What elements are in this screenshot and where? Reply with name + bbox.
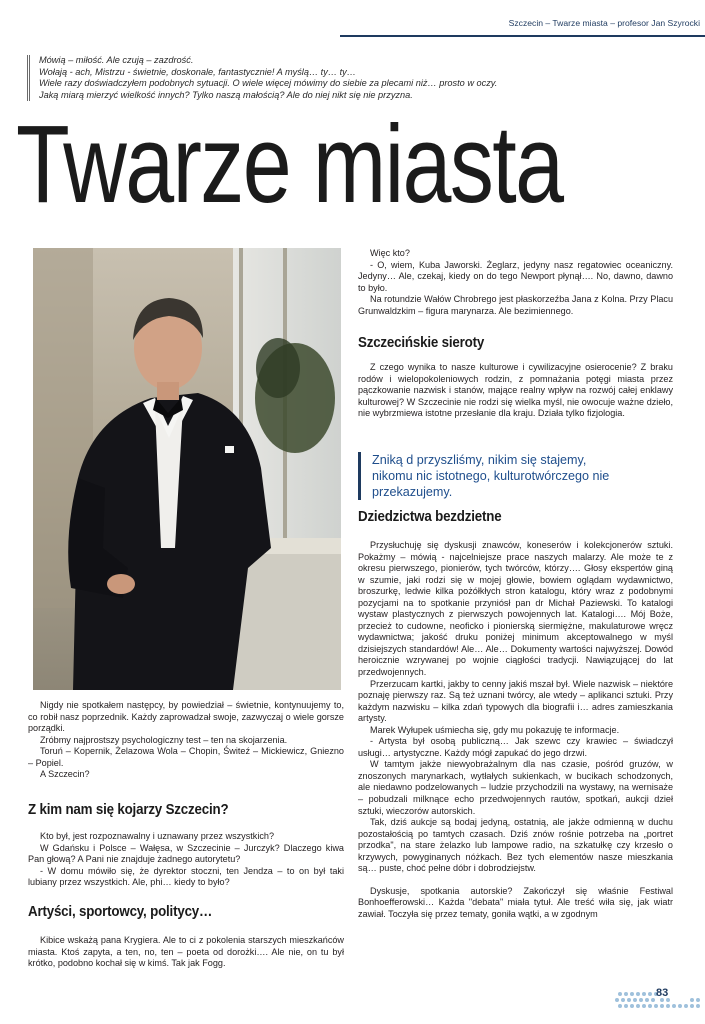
right-column-section3 (358, 362, 673, 420)
section-heading: Szczecińskie sieroty (358, 335, 485, 351)
section-heading: Dziedzictwa bezdzietne (358, 509, 502, 525)
paragraph: Toruń – Kopernik, Żelazowa Wola – Chopin, Świteź – Mickiewicz, Gniezno – Popiel. (28, 746, 344, 768)
paragraph: Dyskusje, spotkania autorskie? Zakończył się właśnie Festiwal Bonhoefferowski… Każda "debata" miała tytuł. Ale treść wiła się, jak wiatr zawiał. Toczyła się przez tematy, goniła wątki, a w zgodnym (358, 885, 673, 919)
pull-quote (358, 452, 673, 500)
paragraph: - O, wiem, Kuba Jaworski. Żeglarz, jedyny nasz regatowiec oceaniczny. Jedyny… Ale, czekaj, kiedy on do tego Newport płynął…. No, dawno, dawno to było. (358, 259, 673, 293)
pull-quote-line: przekazujemy. (372, 485, 453, 499)
paragraph: - W domu mówiło się, że dyrektor stoczni, ten Jendza – to on był taki lubiany przez wszystkich. Ale, phi… kiedy to było? (28, 865, 344, 888)
pull-quote-line: nikomu nic istotnego, kulturotwórczego nie (372, 469, 610, 483)
paragraph: Kto był, jest rozpoznawalny i uznawany przez wszystkich? (40, 831, 275, 841)
section-heading: Artyści, sportowcy, politycy… (28, 904, 213, 920)
paragraph: Więc kto? (370, 248, 410, 258)
paragraph: Marek Wyłupek uśmiecha się, gdy mu pokazuję te informacje. (370, 724, 620, 735)
paragraph: Tak, dziś aukcje są bodaj jedyną, ostatnią, ale jakże odmienną w duchu pozostałością po tamtych czasach. Dziś znów rośnie potrzeba na „portret przodka", na stare żelazko lub lampowe radio, na szkatułkę czy krzesło o krzywych, powyginanych nóżkach. Bez tych elementów nasze mieszkania są… puste, choć pełne dóbr i dobrodziejstw. (358, 817, 673, 874)
paragraph: Na rotundzie Wałów Chrobrego jest płaskorzeźba Jana z Kolna. Przy Placu Grunwaldzkim – figura marynarza. Ale bezimiennego. (358, 294, 673, 316)
header-rule (340, 35, 705, 37)
pull-quote-line: Zniką d przyszliśmy, nikim się stajemy, (372, 453, 587, 467)
right-column-section4 (358, 540, 673, 921)
paragraph: W tamtym jakże niewyobrażalnym dla nas czasie, pośród gruzów, w znoszonych marynarkach, wytłałych sukienkach, w bucikach schodzonych, ale niedawno podzelowanych – ludzie przychodzili na wystawy, na wernisaże – pobudzali milknące echo przedwojennych rautów, spotkań, aukcji dzieł sztuki, wieczorów autorskich. (358, 759, 673, 816)
headline: Twarze miasta (16, 103, 563, 226)
epigraph-line: Wołają - ach, Mistrzu - świetnie, doskonale, fantastycznie! A myślą… ty… ty… (39, 66, 356, 77)
portrait-illustration (33, 248, 341, 690)
right-column-intro (358, 248, 673, 317)
left-column-section1 (28, 831, 344, 889)
paragraph: A Szczecin? (40, 769, 90, 780)
left-column-section2 (28, 935, 344, 970)
epigraph-line: Jaką miarą mierzyć wielkość innych? Tylko naszą małością? Ale do niej nikt się nie przyzna. (39, 89, 413, 100)
section-heading: Z kim nam się kojarzy Szczecin? (28, 802, 229, 818)
epigraph-line: Mówią – miłość. Ale czują – zazdrość. (39, 55, 194, 65)
paragraph: Nigdy nie spotkałem następcy, by powiedział – świetnie, kontynuujemy to, co robił nasz poprzednik. Każdy zaprowadzał swoje, zazwyczaj o wiele gorsze porządki. (28, 700, 344, 734)
running-header: Szczecin – Twarze miasta – profesor Jan Szyrocki (508, 18, 700, 28)
epigraph (27, 55, 587, 101)
left-column (28, 700, 344, 781)
page-number: 83 (656, 987, 669, 999)
paragraph: W Gdańsku i Polsce – Wałęsa, w Szczecinie – Jurczyk? Dlaczego kiwa Pan głową? A Pani nie znajduje żadnego autorytetu? (28, 842, 344, 865)
paragraph: Przerzucam kartki, jakby to cenny jakiś mszał był. Wiele nazwisk – niektóre poznaję pierwszy raz. Są też uznani twórcy, ale wtedy – aplikanci sztuki. Przy każdym nazwisku – kilka zdań typowych dla biografii i… adres zamieszkania artysty. (358, 678, 673, 724)
paragraph: Z czego wynika to nasze kulturowe i cywilizacyjne osierocenie? Z braku rodów i wielopokoleniowych rodzin, z pomnażania potęgi miasta przez pączkowanie nazwisk i stanów, mające realny wpływ na rozwój całej enklawy kulturowej? W Szczecinie nie rodzi się wielka myśl, nie owocuje ważne dzieło, nie wybrzmiewa istotne przesłanie dla kraju. Działa tylko fizjologia. (358, 362, 673, 419)
paragraph: Przysłuchuję się dyskusji znawców, koneserów i kolekcjonerów sztuki. Pokażmy – mówią - najcelniejsze prace naszych malarzy. Ale może te z okresu pierwszego, pionierów, tych twórców, którzy…. Głosy ekspertów giną w szumie, jaki rodzi się w mojej głowie, bowiem oglądam wydawnictwo, broszurkę, ledwie kilka pożółkłych stron katalogu, który wraz z podobnymi pozycjami na to spotkanie przyniósł pan dr Michał Paziewski. To katalogi wystaw plastycznych z pierwszych powojennych lat. Katalogi…. Mój Boże, przecież to cudowne, neoficko i pionierską siermiężne, makulaturowe wręcz wydawnictwa; jakość druku poniżej minimum akceptowalnego w myśl dzisiejszych standardów! Ale… Ale… Dokumenty wartości najwyższej. Dowód heroicznie wzrywanej po wojnie ciągłości tradycji. Nawiązującej do lat przedwojennych. (358, 540, 673, 678)
epigraph-line: Wiele razy doświadczyłem podobnych sytuacji. O wiele więcej mówimy do siebie za plecami niż… prosto w oczy. (39, 78, 498, 89)
portrait-photo (33, 248, 341, 690)
paragraph: - Artysta był osobą publiczną… Jak szewc czy krawiec – świadczył usługi… artystyczne. Każdy mógł zapukać do jego drzwi. (358, 736, 673, 758)
paragraph: Zróbmy najprostszy psychologiczny test – ten na skojarzenia. (40, 734, 288, 745)
paragraph: Kibice wskażą pana Krygiera. Ale to ci z pokolenia starszych mieszkańców miasta. Ktoś zapyta, a ten, no, ten – poeta od dorożki…. Ale nie, on tu był krótko, podobno kochał się w kimś. Tak jak Fogg. (28, 935, 344, 969)
